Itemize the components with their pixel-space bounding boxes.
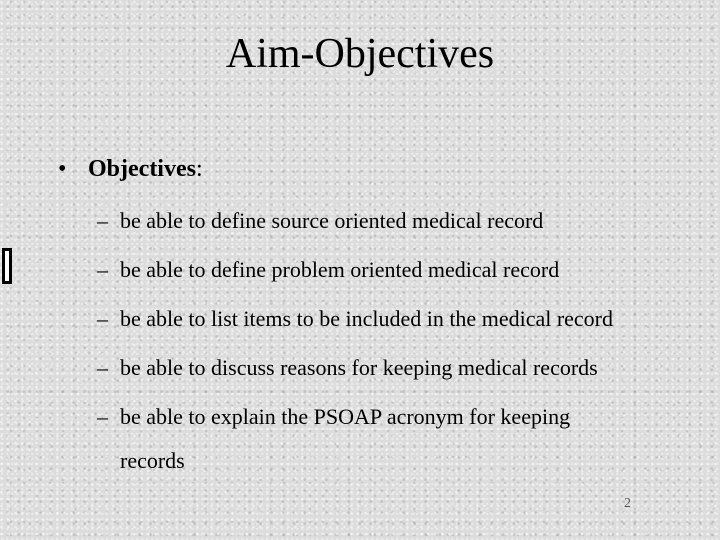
sub-bullet-item <box>97 254 697 286</box>
dash-icon: – <box>97 404 108 429</box>
main-bullet-label: Objectives <box>88 156 196 182</box>
sub-bullet-text: be able to explain the PSOAP acronym for keeping records <box>120 404 571 473</box>
sub-bullet-item <box>97 395 640 483</box>
selection-marker <box>2 248 12 284</box>
sub-bullet-list <box>97 205 697 500</box>
sub-bullet-item <box>97 205 697 237</box>
dash-icon: – <box>97 306 108 331</box>
page-number: 2 <box>624 496 631 511</box>
main-bullet <box>58 152 203 186</box>
sub-bullet-text: be able to discuss reasons for keeping medical records <box>120 355 598 380</box>
dash-icon: – <box>97 355 108 380</box>
dash-icon: – <box>97 257 108 282</box>
sub-bullet-item <box>97 303 697 335</box>
bullet-icon: • <box>58 156 67 182</box>
sub-bullet-item <box>97 352 697 384</box>
sub-bullet-text: be able to list items to be included in the medical record <box>120 306 614 331</box>
sub-bullet-text: be able to define problem oriented medical record <box>120 257 560 282</box>
sub-bullet-text: be able to define source oriented medical record <box>120 208 544 233</box>
slide-title: Aim-Objectives <box>225 31 495 77</box>
dash-icon: – <box>97 208 108 233</box>
main-bullet-colon: : <box>195 156 203 182</box>
